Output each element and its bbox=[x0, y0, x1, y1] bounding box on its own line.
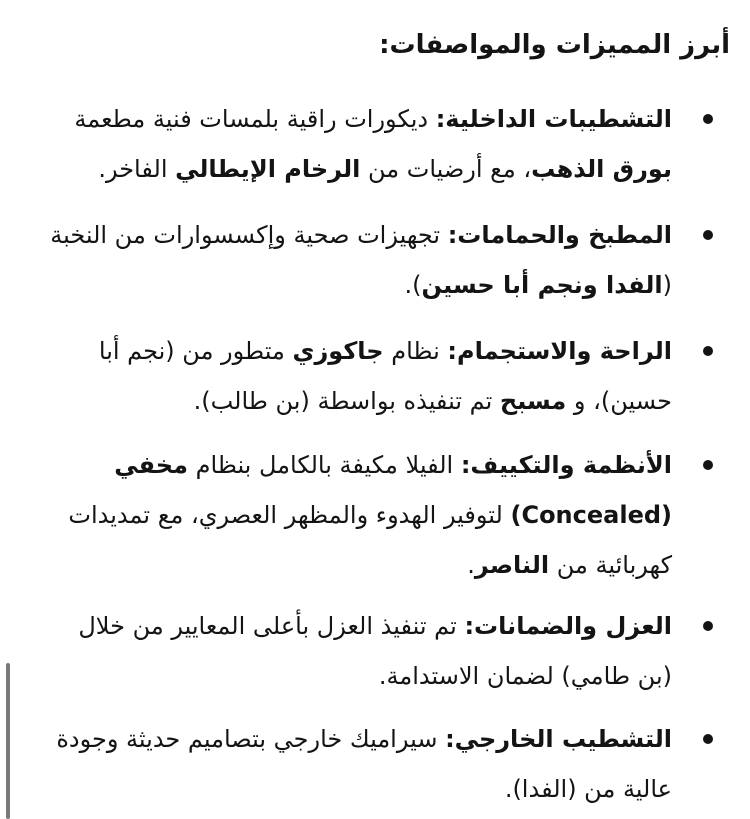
bullet-icon bbox=[702, 326, 714, 376]
body-text: نظام bbox=[383, 337, 448, 365]
feature-title: التشطيبات الداخلية: bbox=[435, 105, 672, 133]
emphasized-text: مخفي (Concealed) bbox=[114, 451, 672, 529]
feature-title: الأنظمة والتكييف: bbox=[460, 451, 672, 479]
body-text: . bbox=[467, 551, 475, 579]
feature-title: المطبخ والحمامات: bbox=[447, 221, 672, 249]
emphasized-text: الفدا ونجم أبا حسين bbox=[421, 271, 663, 299]
body-text: ، مع أرضيات من bbox=[360, 155, 532, 183]
bullet-icon bbox=[702, 714, 714, 764]
body-text: تم تنفيذ العزل بأعلى المعايير من خلال (بن طامي) لضمان الاستدامة. bbox=[78, 612, 672, 690]
bullet-icon bbox=[702, 440, 714, 490]
body-text: متطور من (نجم أبا حسين)، و bbox=[98, 337, 672, 415]
emphasized-text: الناصر bbox=[474, 551, 550, 579]
body-text: الفاخر. bbox=[98, 155, 176, 183]
body-text: سيراميك خارجي بتصاميم حديثة وجودة عالية من (الفدا). bbox=[56, 725, 672, 803]
feature-item-kitchen-bath bbox=[37, 210, 672, 310]
feature-title: التشطيب الخارجي: bbox=[445, 725, 672, 753]
body-text: تجهيزات صحية وإكسسوارات من النخبة ( bbox=[50, 221, 672, 299]
bullet-icon bbox=[702, 210, 714, 260]
body-text: ). bbox=[404, 271, 422, 299]
feature-item-exterior bbox=[37, 714, 672, 814]
body-text: لتوفير الهدوء والمظهر العصري، مع تمديدات كهربائية من bbox=[68, 501, 672, 579]
body-text: ديكورات راقية بلمسات فنية مطعمة bbox=[74, 105, 436, 133]
bullet-icon bbox=[702, 94, 714, 144]
feature-title: الراحة والاستجمام: bbox=[447, 337, 672, 365]
section-heading: أبرز المميزات والمواصفات: bbox=[379, 30, 730, 60]
emphasized-text: جاكوزي bbox=[292, 337, 384, 365]
scrollbar-thumb[interactable] bbox=[6, 663, 10, 819]
feature-item-insulation bbox=[37, 601, 672, 701]
bullet-icon bbox=[702, 601, 714, 651]
emphasized-text: بورق الذهب bbox=[531, 155, 672, 183]
feature-item-interior bbox=[37, 94, 672, 194]
emphasized-text: مسبح bbox=[499, 387, 567, 415]
feature-title: العزل والضمانات: bbox=[464, 612, 672, 640]
body-text: الفيلا مكيفة بالكامل بنظام bbox=[187, 451, 461, 479]
emphasized-text: الرخام الإيطالي bbox=[175, 155, 361, 183]
body-text: تم تنفيذه بواسطة (بن طالب). bbox=[193, 387, 500, 415]
feature-item-comfort bbox=[37, 326, 672, 426]
feature-item-systems-ac bbox=[37, 440, 672, 590]
